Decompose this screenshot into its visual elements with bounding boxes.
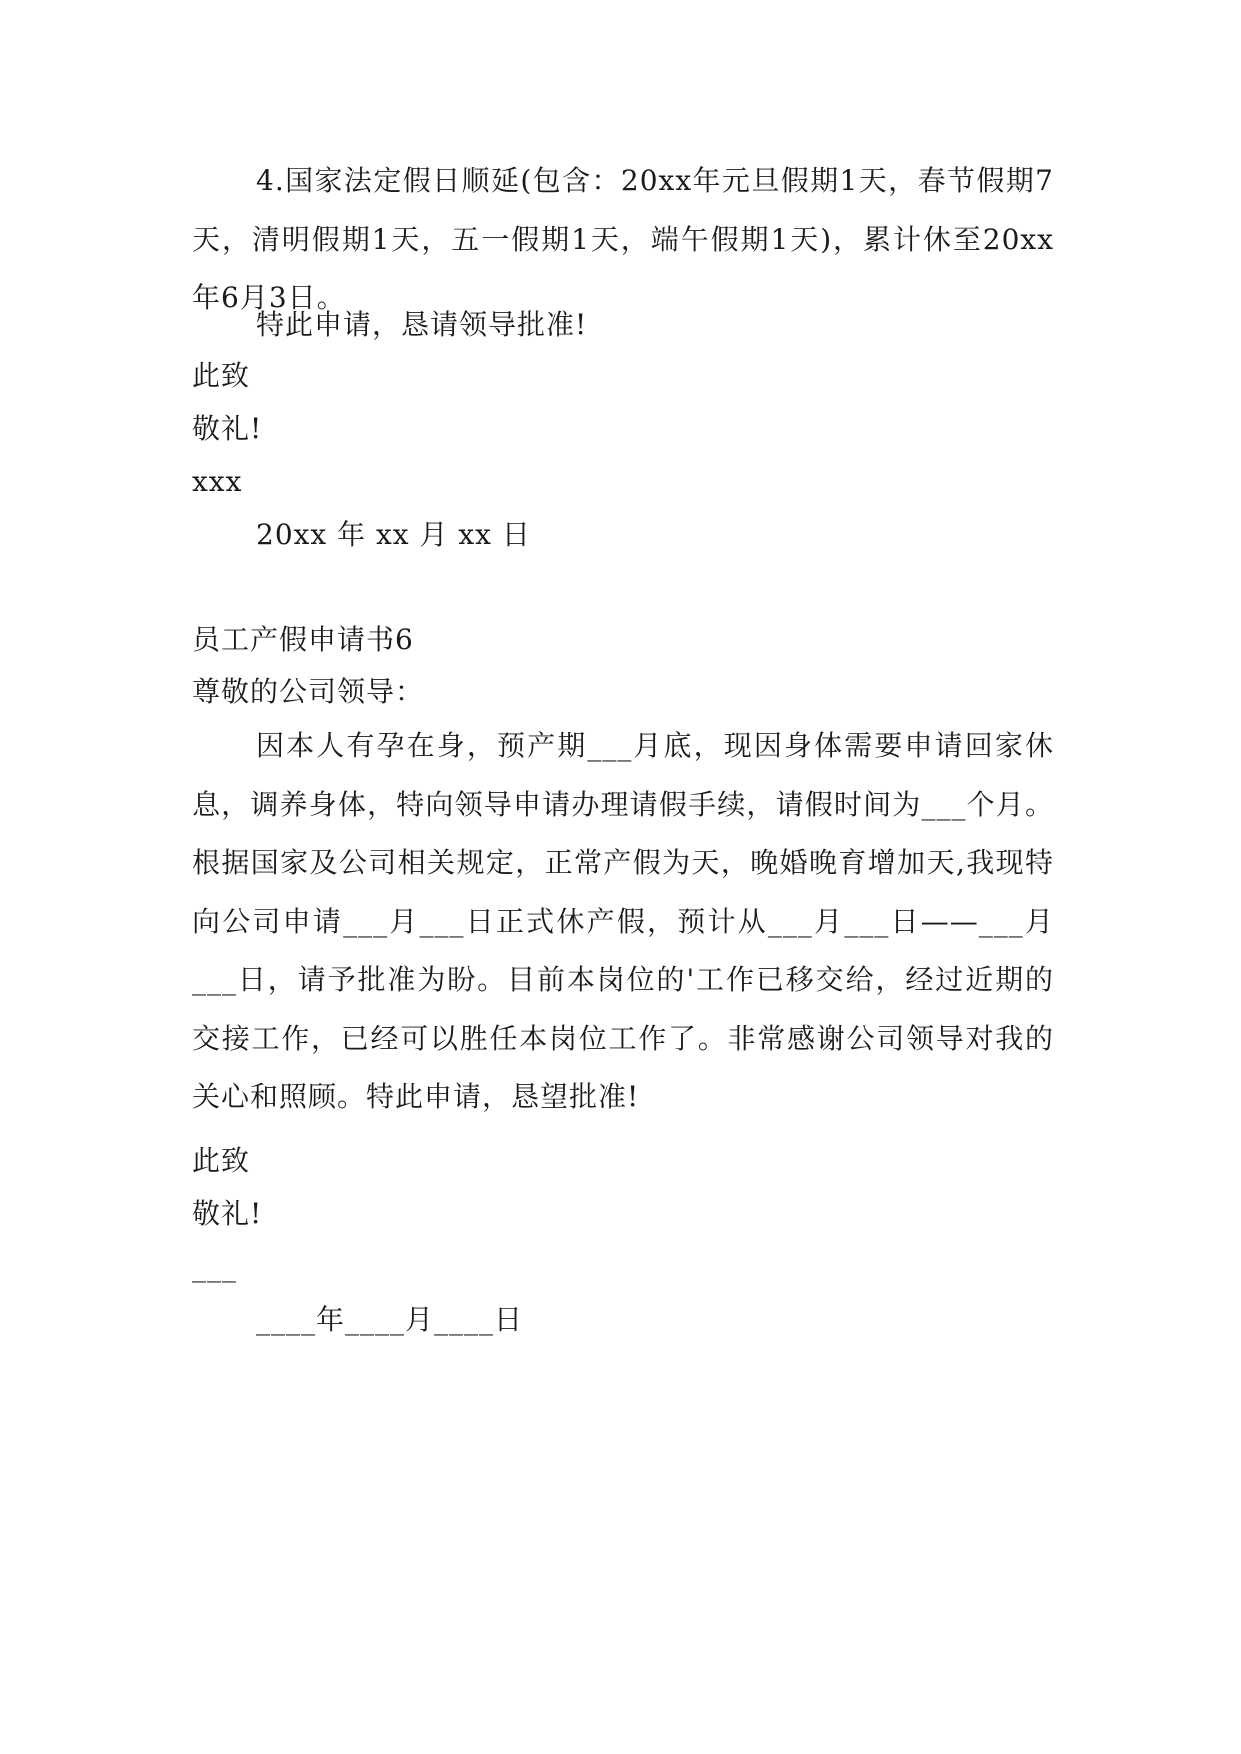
signer-blank: ___ [192,1250,237,1283]
body-paragraph: 因本人有孕在身，预产期___月底，现因身体需要申请回家休息，调养身体，特向领导申请办理请假手续，请假时间为___个月。根据国家及公司相关规定，正常产假为天，晚婚晚育增加天,我现特向公司申请___月___日正式休产假，预计从___月___日——___月___日，请予批准为盼。目前本岗位的'工作已移交给，经过近期的交接工作，已经可以胜任本岗位工作了。非常感谢公司领导对我的关心和照顾。特此申请，恳望批准! [192,729,1054,1113]
greeting: 尊敬的公司领导： [192,675,425,708]
date-blank: ____年____月____日 [256,1303,524,1336]
item-4-paragraph: 4.国家法定假日顺延(包含：20xx年元旦假期1天，春节假期7天，清明假期1天，五一假期1天，端午假期1天)，累计休至20xx年6月3日。 [192,164,1054,314]
salutation-jing-li: 敬礼! [192,412,263,445]
signer-name: xxx [192,465,243,498]
salutation-jing-li-2: 敬礼! [192,1197,263,1230]
closing-request: 特此申请，恳请领导批准! [256,308,588,341]
letter-date: 20xx 年 xx 月 xx 日 [256,518,531,551]
salutation-ci-zhi: 此致 [192,359,251,392]
section-title: 员工产假申请书6 [192,623,414,656]
salutation-ci-zhi-2: 此致 [192,1144,251,1177]
